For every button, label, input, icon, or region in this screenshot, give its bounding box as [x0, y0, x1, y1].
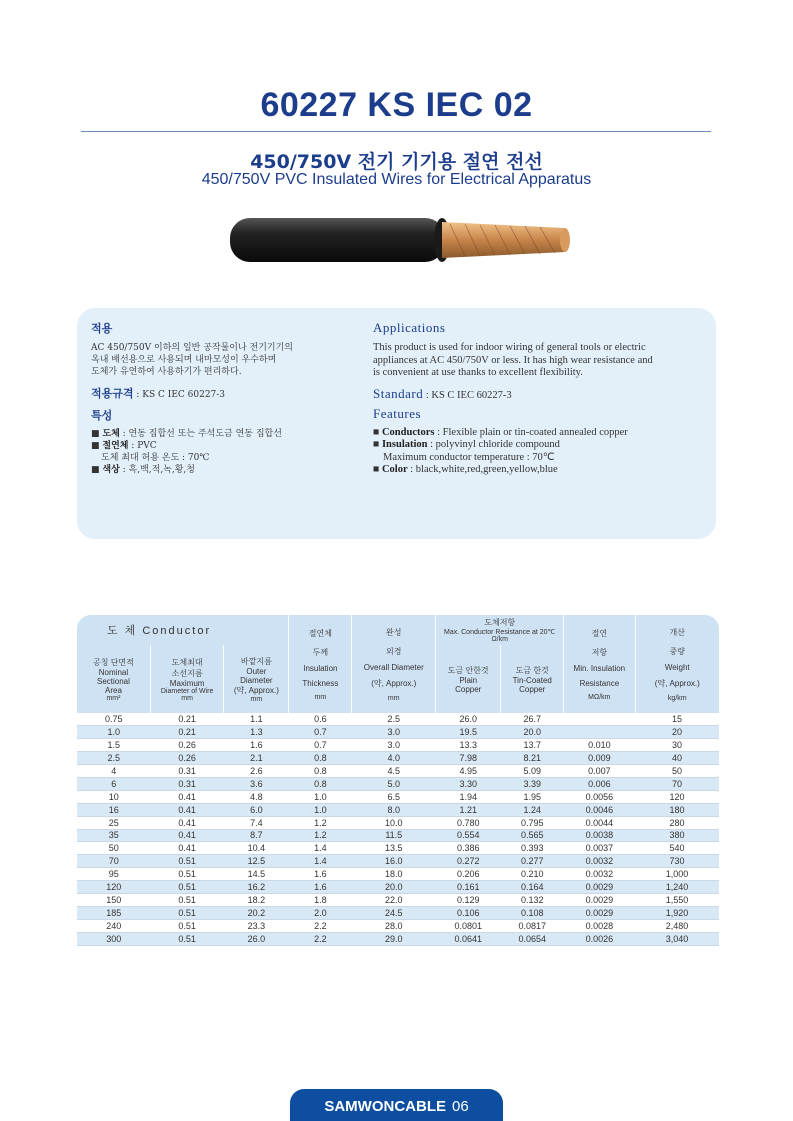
table-cell: 30	[635, 739, 719, 752]
table-cell: 0.0037	[564, 842, 635, 855]
table-cell: 3,040	[635, 932, 719, 945]
table-cell: 0.393	[501, 842, 564, 855]
specification-table	[77, 615, 719, 946]
english-column	[373, 320, 708, 477]
table-cell: 7.98	[436, 752, 501, 765]
table-cell: 380	[635, 829, 719, 842]
table-cell: 1.2	[289, 816, 352, 829]
table-cell: 16.2	[224, 881, 289, 894]
table-cell: 6.5	[352, 790, 436, 803]
standard-ko: 적용규격 : KS C IEC 60227-3	[91, 387, 226, 400]
features-heading-ko: 특성	[91, 409, 113, 422]
table-cell: 1,920	[635, 906, 719, 919]
table-cell: 0.51	[150, 881, 223, 894]
table-cell: 11.5	[352, 829, 436, 842]
table-cell: 0.7	[289, 739, 352, 752]
table-cell: 0.0032	[564, 868, 635, 881]
table-cell: 0.51	[150, 868, 223, 881]
max-wire-diameter-header: 도체최대 소선지름 Maximum Diameter of Wire mm	[150, 645, 223, 713]
table-cell: 0.31	[150, 777, 223, 790]
table-cell: 0.41	[150, 803, 223, 816]
table-cell: 0.0038	[564, 829, 635, 842]
table-cell: 2.1	[224, 752, 289, 765]
table-cell: 0.26	[150, 739, 223, 752]
table-row	[77, 932, 719, 945]
table-cell: 0.8	[289, 752, 352, 765]
table-cell: 0.41	[150, 829, 223, 842]
korean-column	[91, 320, 361, 476]
table-cell: 3.39	[501, 777, 564, 790]
table-cell: 1,240	[635, 881, 719, 894]
table-cell: 0.0029	[564, 906, 635, 919]
table-cell: 0.0029	[564, 881, 635, 894]
table-cell: 2.5	[352, 713, 436, 726]
table-cell: 1.4	[289, 842, 352, 855]
table-cell: 0.010	[564, 739, 635, 752]
table-cell: 240	[77, 919, 150, 932]
table-cell: 23.3	[224, 919, 289, 932]
table-row	[77, 803, 719, 816]
table-cell: 0.129	[436, 893, 501, 906]
list-item: Maximum conductor temperature : 70℃	[383, 451, 555, 463]
table-cell: 0.386	[436, 842, 501, 855]
table-cell: 300	[77, 932, 150, 945]
table-cell: 0.0056	[564, 790, 635, 803]
table-cell: 20.0	[352, 881, 436, 894]
table-cell: 730	[635, 855, 719, 868]
table-cell: 180	[635, 803, 719, 816]
table-cell: 5.0	[352, 777, 436, 790]
table-cell: 0.51	[150, 919, 223, 932]
table-cell: 0.21	[150, 726, 223, 739]
table-cell: 4	[77, 765, 150, 778]
table-cell: 8.21	[501, 752, 564, 765]
table-cell: 0.780	[436, 816, 501, 829]
table-cell: 0.132	[501, 893, 564, 906]
tin-coated-copper-header: 도금 한것 Tin-Coated Copper	[501, 645, 564, 713]
table-cell: 3.0	[352, 739, 436, 752]
table-cell: 2.0	[289, 906, 352, 919]
table-cell: 13.3	[436, 739, 501, 752]
table-row	[77, 765, 719, 778]
table-cell: 1.21	[436, 803, 501, 816]
table-row	[77, 816, 719, 829]
table-cell: 0.554	[436, 829, 501, 842]
table-cell: 0.41	[150, 790, 223, 803]
table-cell: 0.8	[289, 777, 352, 790]
list-item: ■ 색상 : 흑,백,적,녹,황,청	[91, 465, 195, 475]
table-cell: 1.0	[289, 790, 352, 803]
table-cell: 0.0044	[564, 816, 635, 829]
resistance-header: 도체저항 Max. Conductor Resistance at 20℃ Ω/km	[436, 615, 564, 645]
table-cell: 18.2	[224, 893, 289, 906]
table-cell: 0.006	[564, 777, 635, 790]
table-cell: 1.24	[501, 803, 564, 816]
table-cell: 18.0	[352, 868, 436, 881]
table-cell: 0.0641	[436, 932, 501, 945]
table-cell: 26.0	[436, 713, 501, 726]
table-cell: 26.7	[501, 713, 564, 726]
table-cell: 0.51	[150, 932, 223, 945]
table-row	[77, 752, 719, 765]
table-cell: 0.0029	[564, 893, 635, 906]
title-divider	[81, 131, 711, 132]
table-cell: 185	[77, 906, 150, 919]
insulation-resistance-header: 절연 저항 Min. Insulation Resistance MΩ/km	[564, 615, 635, 713]
list-item: ■ Insulation : polyvinyl chloride compound	[373, 439, 560, 450]
table-cell: 1.6	[289, 868, 352, 881]
table-cell: 8.7	[224, 829, 289, 842]
table-cell: 0.0046	[564, 803, 635, 816]
table-cell: 280	[635, 816, 719, 829]
table-cell: 12.5	[224, 855, 289, 868]
table-cell: 0.26	[150, 752, 223, 765]
table-cell: 0.164	[501, 881, 564, 894]
table-cell: 22.0	[352, 893, 436, 906]
page-footer: SAMWONCABLE 06	[290, 1089, 503, 1121]
table-cell: 0.795	[501, 816, 564, 829]
table-cell: 2.5	[77, 752, 150, 765]
table-row	[77, 919, 719, 932]
table-cell: 70	[635, 777, 719, 790]
table-cell: 4.95	[436, 765, 501, 778]
cable-illustration	[220, 210, 580, 270]
table-cell: 1.94	[436, 790, 501, 803]
table-cell: 0.0028	[564, 919, 635, 932]
table-cell: 20.2	[224, 906, 289, 919]
table-cell: 0.277	[501, 855, 564, 868]
table-cell: 0.41	[150, 842, 223, 855]
table-cell: 0.106	[436, 906, 501, 919]
table-cell: 0.009	[564, 752, 635, 765]
table-cell: 13.7	[501, 739, 564, 752]
table-cell: 0.6	[289, 713, 352, 726]
table-row	[77, 868, 719, 881]
table-cell: 1.0	[77, 726, 150, 739]
table-cell: 1.5	[77, 739, 150, 752]
info-panel	[77, 308, 716, 539]
list-item: 도체 최대 허용 온도 : 70℃	[101, 453, 210, 463]
applications-heading-en: Applications	[373, 320, 446, 335]
table-cell: 0.007	[564, 765, 635, 778]
table-cell: 1.1	[224, 713, 289, 726]
table-row	[77, 739, 719, 752]
table-cell: 1,000	[635, 868, 719, 881]
list-item: ■ 도체 : 연동 집합선 또는 주석도금 연동 집합선	[91, 429, 282, 439]
table-cell: 29.0	[352, 932, 436, 945]
table-cell: 13.5	[352, 842, 436, 855]
page-title: 60227 KS IEC 02	[260, 86, 533, 124]
table-cell: 0.0654	[501, 932, 564, 945]
table-row	[77, 855, 719, 868]
table-cell: 1,550	[635, 893, 719, 906]
table-cell: 0.8	[289, 765, 352, 778]
table-cell: 7.4	[224, 816, 289, 829]
table-row	[77, 726, 719, 739]
table-cell: 0.272	[436, 855, 501, 868]
plain-copper-header: 도금 안한것 Plain Copper	[436, 645, 501, 713]
applications-text-en: This product is used for indoor wiring of general tools or electric appliances at AC 450/750V or less. It has high wear resistance and is convenient at use thanks to excellent flexibility.	[373, 342, 653, 378]
table-cell: 0.51	[150, 906, 223, 919]
table-cell: 3.6	[224, 777, 289, 790]
table-cell: 1.3	[224, 726, 289, 739]
standard-en: Standard : KS C IEC 60227-3	[373, 385, 512, 401]
table-cell: 1.6	[289, 881, 352, 894]
table-cell: 50	[635, 765, 719, 778]
table-cell: 120	[635, 790, 719, 803]
table-cell: 10	[77, 790, 150, 803]
table-row	[77, 842, 719, 855]
table-cell: 1.4	[289, 855, 352, 868]
table-cell: 4.8	[224, 790, 289, 803]
table-cell: 28.0	[352, 919, 436, 932]
weight-header: 개산 중량 Weight (약, Approx.) kg/km	[635, 615, 719, 713]
table-cell: 5.09	[501, 765, 564, 778]
features-list-ko	[91, 428, 361, 476]
list-item: ■ Conductors : Flexible plain or tin-coated annealed copper	[373, 426, 628, 438]
list-item: ■ 절연체 : PVC	[91, 441, 157, 451]
table-cell: 26.0	[224, 932, 289, 945]
table-row	[77, 713, 719, 726]
table-cell: 6.0	[224, 803, 289, 816]
table-cell: 0.75	[77, 713, 150, 726]
table-cell: 16	[77, 803, 150, 816]
table-cell: 3.30	[436, 777, 501, 790]
table-cell: 0.41	[150, 816, 223, 829]
table-cell: 70	[77, 855, 150, 868]
table-cell: 8.0	[352, 803, 436, 816]
table-row	[77, 790, 719, 803]
table-cell: 40	[635, 752, 719, 765]
table-cell: 35	[77, 829, 150, 842]
table-row	[77, 893, 719, 906]
table-cell: 0.0026	[564, 932, 635, 945]
table-cell: 120	[77, 881, 150, 894]
table-cell: 0.161	[436, 881, 501, 894]
table-cell: 3.0	[352, 726, 436, 739]
table-cell: 95	[77, 868, 150, 881]
table-cell: 1.8	[289, 893, 352, 906]
table-cell: 14.5	[224, 868, 289, 881]
table-cell: 0.108	[501, 906, 564, 919]
table-cell	[564, 713, 635, 726]
applications-heading-ko: 적용	[91, 322, 113, 335]
insulation-thickness-header: 절연체 두께 Insulation Thickness mm	[289, 615, 352, 713]
table-cell: 1.6	[224, 739, 289, 752]
subtitle-english: 450/750V PVC Insulated Wires for Electrical Apparatus	[201, 171, 592, 188]
table-row	[77, 906, 719, 919]
outer-diameter-header: 바깥지름 Outer Diameter (약, Approx.) mm	[224, 645, 289, 713]
table-cell: 20.0	[501, 726, 564, 739]
applications-text-ko: AC 450/750V 이하의 일반 공작물이나 전기기기의 옥내 배선용으로 사용되며 내마모성이 우수하며 도체가 유연하여 사용하기가 편리하다.	[91, 343, 293, 377]
features-list-en	[373, 427, 708, 477]
table-cell: 10.0	[352, 816, 436, 829]
table-cell: 15	[635, 713, 719, 726]
table-cell: 4.5	[352, 765, 436, 778]
table-cell: 0.7	[289, 726, 352, 739]
table-cell: 10.4	[224, 842, 289, 855]
table-cell: 0.0801	[436, 919, 501, 932]
table-cell: 2.6	[224, 765, 289, 778]
table-cell: 6	[77, 777, 150, 790]
table-cell: 24.5	[352, 906, 436, 919]
table-cell: 0.0032	[564, 855, 635, 868]
table-cell: 2,480	[635, 919, 719, 932]
table-cell: 25	[77, 816, 150, 829]
table-cell: 0.51	[150, 855, 223, 868]
subtitle-korean: 450/750V 전기 기기용 절연 전선	[250, 151, 543, 173]
table-cell: 19.5	[436, 726, 501, 739]
table-cell: 0.206	[436, 868, 501, 881]
table-row	[77, 829, 719, 842]
table-cell	[564, 726, 635, 739]
list-item: ■ Color : black,white,red,green,yellow,blue	[373, 464, 558, 475]
table-cell: 0.565	[501, 829, 564, 842]
table-cell: 16.0	[352, 855, 436, 868]
table-cell: 0.210	[501, 868, 564, 881]
table-cell: 2.2	[289, 919, 352, 932]
table-cell: 50	[77, 842, 150, 855]
table-cell: 4.0	[352, 752, 436, 765]
table-cell: 0.31	[150, 765, 223, 778]
table-cell: 0.0817	[501, 919, 564, 932]
nominal-area-header: 공칭 단면적 Nominal Sectional Area mm²	[93, 657, 134, 702]
table-cell: 2.2	[289, 932, 352, 945]
overall-diameter-header: 완성 외경 Overall Diameter (약, Approx.) mm	[352, 615, 436, 713]
table-row	[77, 881, 719, 894]
features-heading-en: Features	[373, 405, 422, 421]
table-row	[77, 777, 719, 790]
table-cell: 0.51	[150, 893, 223, 906]
table-cell: 1.2	[289, 829, 352, 842]
conductor-header: 도 체 Conductor	[107, 625, 212, 637]
table-cell: 1.95	[501, 790, 564, 803]
table-cell: 1.0	[289, 803, 352, 816]
table-cell: 20	[635, 726, 719, 739]
table-cell: 0.21	[150, 713, 223, 726]
table-cell: 150	[77, 893, 150, 906]
table-cell: 540	[635, 842, 719, 855]
